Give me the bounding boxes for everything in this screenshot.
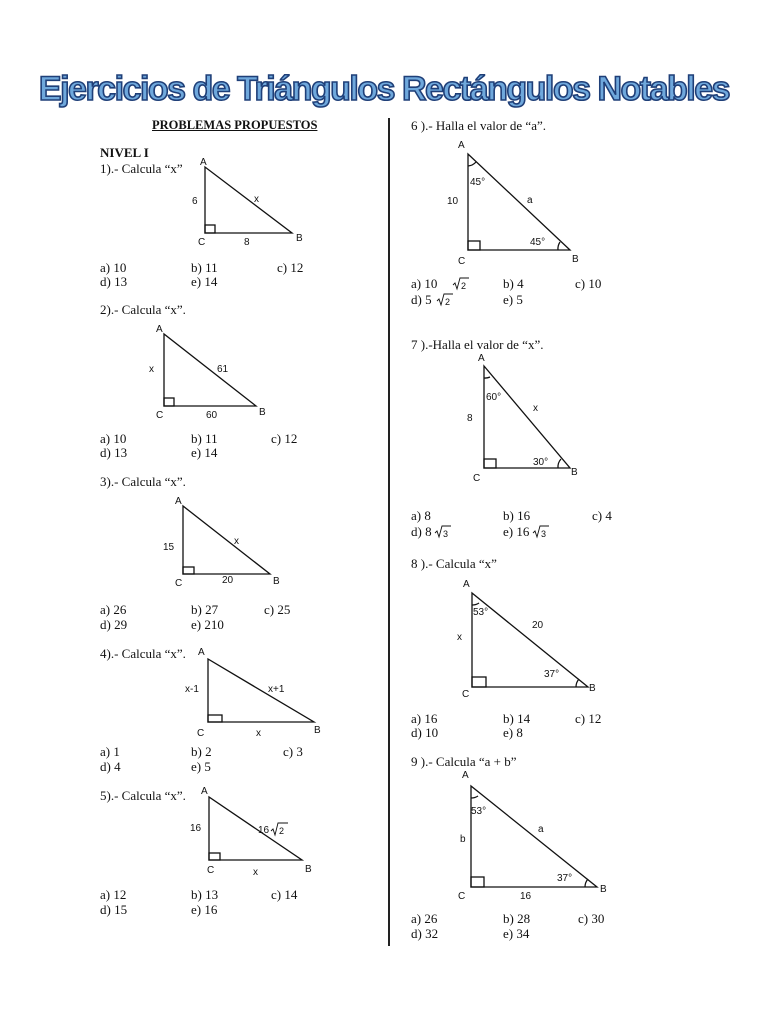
svg-text:B: B <box>589 683 596 694</box>
svg-text:C: C <box>175 578 183 589</box>
svg-text:x: x <box>149 364 154 375</box>
svg-text:37°: 37° <box>544 669 560 680</box>
svg-text:A: A <box>478 353 485 364</box>
problem-5-question: 5).- Calcula “x”. <box>100 788 186 803</box>
sqrt2-icon <box>436 292 454 307</box>
problem-7-option-e: e) 16 <box>503 524 530 539</box>
problem-2-question: 2).- Calcula “x”. <box>100 302 186 317</box>
problem-6-triangle <box>440 136 590 266</box>
problem-7-option-c: c) 4 <box>592 508 612 523</box>
svg-text:A: A <box>175 496 182 507</box>
section-header: PROBLEMAS PROPUESTOS <box>152 118 318 132</box>
problem-9-option-d: d) 32 <box>411 926 439 941</box>
svg-text:B: B <box>296 233 303 244</box>
problem-6-option-b: b) 4 <box>503 276 524 291</box>
problem-1-triangle <box>180 155 320 255</box>
problem-5-option-d: d) 15 <box>100 902 128 917</box>
svg-text:B: B <box>259 407 266 418</box>
problem-2-option-a: a) 10 <box>100 431 127 446</box>
problem-8-option-e: e) 8 <box>503 725 523 740</box>
svg-text:61: 61 <box>217 364 229 375</box>
svg-text:8: 8 <box>467 413 473 424</box>
problem-9-option-c: c) 30 <box>578 911 605 926</box>
problem-2-option-c: c) 12 <box>271 431 298 446</box>
svg-text:37°: 37° <box>557 873 573 884</box>
svg-text:x: x <box>457 632 462 643</box>
problem-6-option-a: a) 10 <box>411 276 438 291</box>
svg-text:x+1: x+1 <box>268 684 285 695</box>
problem-3-option-e: e) 210 <box>191 617 224 632</box>
problem-6-option-e: e) 5 <box>503 292 523 307</box>
problem-1-option-a: a) 10 <box>100 260 127 275</box>
svg-text:8: 8 <box>244 237 250 248</box>
problem-4-option-b: b) 2 <box>191 744 212 759</box>
svg-text:C: C <box>198 237 206 248</box>
svg-text:10: 10 <box>447 196 459 207</box>
problem-3-option-c: c) 25 <box>264 602 291 617</box>
title-text: Ejercicios de Triángulos Rectángulos Notables <box>38 70 730 108</box>
svg-text:45°: 45° <box>470 177 486 188</box>
problem-4-question: 4).- Calcula “x”. <box>100 646 186 661</box>
svg-text:x: x <box>533 403 538 414</box>
svg-text:A: A <box>200 157 207 168</box>
svg-text:x: x <box>234 536 239 547</box>
svg-text:16: 16 <box>258 825 270 836</box>
problem-6-question: 6 ).- Halla el valor de “a”. <box>411 118 546 133</box>
svg-text:C: C <box>458 891 466 902</box>
problem-4-triangle <box>180 645 330 745</box>
problem-6-option-d: d) 5 <box>411 292 432 307</box>
problem-2-triangle <box>140 320 280 420</box>
problem-3-option-d: d) 29 <box>100 617 128 632</box>
problem-8-triangle <box>448 575 608 705</box>
svg-text:x-1: x-1 <box>185 684 199 695</box>
problem-1-option-d: d) 13 <box>100 274 128 289</box>
problem-8-option-c: c) 12 <box>575 711 602 726</box>
svg-text:20: 20 <box>532 620 544 631</box>
problem-4-option-d: d) 4 <box>100 759 121 774</box>
svg-text:16: 16 <box>520 891 532 902</box>
problem-1-question: 1).- Calcula “x” <box>100 161 183 176</box>
problem-9-option-b: b) 28 <box>503 911 531 926</box>
svg-text:A: A <box>201 786 208 797</box>
svg-text:2: 2 <box>445 297 451 307</box>
sqrt3-icon <box>434 524 452 539</box>
problem-9-triangle <box>448 768 618 908</box>
problem-1-option-b: b) 11 <box>191 260 218 275</box>
problem-8-question: 8 ).- Calcula “x” <box>411 556 497 571</box>
problem-1-option-e: e) 14 <box>191 274 218 289</box>
svg-text:60: 60 <box>206 410 218 421</box>
svg-text:A: A <box>156 324 163 335</box>
problem-3-question: 3).- Calcula “x”. <box>100 474 186 489</box>
svg-text:C: C <box>156 410 164 421</box>
svg-text:B: B <box>314 725 321 736</box>
problem-1-option-c: c) 12 <box>277 260 304 275</box>
svg-text:53°: 53° <box>471 806 487 817</box>
svg-text:30°: 30° <box>533 457 549 468</box>
problem-4-option-e: e) 5 <box>191 759 211 774</box>
problem-3-triangle <box>160 492 300 592</box>
problem-5-vertex-c: C <box>207 865 215 876</box>
problem-8-option-d: d) 10 <box>411 725 439 740</box>
problem-7-triangle <box>460 350 590 490</box>
page-title <box>0 62 768 110</box>
svg-text:x: x <box>256 728 261 739</box>
svg-text:B: B <box>572 254 579 265</box>
level-label: NIVEL I <box>100 145 149 160</box>
problem-5-triangle <box>180 785 330 885</box>
problem-8-option-a: a) 16 <box>411 711 438 726</box>
problem-2-option-b: b) 11 <box>191 431 218 446</box>
problem-5-option-b: b) 13 <box>191 887 219 902</box>
svg-text:x: x <box>253 867 258 878</box>
problem-9-option-e: e) 34 <box>503 926 530 941</box>
svg-text:45°: 45° <box>530 237 546 248</box>
svg-text:x: x <box>254 194 259 205</box>
svg-text:6: 6 <box>192 196 198 207</box>
svg-text:2: 2 <box>461 281 467 291</box>
svg-text:B: B <box>571 467 578 478</box>
svg-text:16: 16 <box>190 823 202 834</box>
svg-text:a: a <box>527 195 533 206</box>
problem-3-option-a: a) 26 <box>100 602 127 617</box>
svg-text:b: b <box>460 834 466 845</box>
svg-text:A: A <box>463 579 470 590</box>
svg-text:3: 3 <box>541 529 547 539</box>
problem-6-option-c: c) 10 <box>575 276 602 291</box>
svg-text:a: a <box>538 824 544 835</box>
svg-text:53°: 53° <box>473 607 489 618</box>
svg-text:B: B <box>273 576 280 587</box>
title-wordart <box>38 62 730 110</box>
svg-text:A: A <box>462 770 469 781</box>
svg-text:A: A <box>458 140 465 151</box>
problem-4-option-c: c) 3 <box>283 744 303 759</box>
svg-text:20: 20 <box>222 575 234 586</box>
problem-8-option-b: b) 14 <box>503 711 531 726</box>
svg-text:60°: 60° <box>486 392 502 403</box>
svg-text:C: C <box>473 473 481 484</box>
svg-text:A: A <box>198 647 205 658</box>
problem-2-option-e: e) 14 <box>191 445 218 460</box>
problem-9-option-a: a) 26 <box>411 911 438 926</box>
svg-text:2: 2 <box>279 826 285 836</box>
problem-7-option-b: b) 16 <box>503 508 531 523</box>
svg-text:B: B <box>305 864 312 875</box>
problem-5-option-e: e) 16 <box>191 902 218 917</box>
svg-text:15: 15 <box>163 542 175 553</box>
problem-4-option-a: a) 1 <box>100 744 120 759</box>
problem-5-option-a: a) 12 <box>100 887 127 902</box>
problem-9-question: 9 ).- Calcula “a + b” <box>411 754 517 769</box>
sqrt3-icon <box>532 524 550 539</box>
sqrt2-icon <box>271 823 288 836</box>
svg-text:C: C <box>458 256 466 267</box>
svg-text:B: B <box>600 884 607 895</box>
problem-2-option-d: d) 13 <box>100 445 128 460</box>
svg-text:C: C <box>462 689 470 700</box>
problem-7-option-d: d) 8 <box>411 524 432 539</box>
svg-text:C: C <box>197 728 205 739</box>
sqrt2-icon <box>452 276 470 291</box>
problem-5-option-c: c) 14 <box>271 887 298 902</box>
column-divider <box>388 118 390 946</box>
problem-7-question: 7 ).-Halla el valor de “x”. <box>411 337 544 352</box>
problem-7-option-a: a) 8 <box>411 508 431 523</box>
svg-text:3: 3 <box>443 529 449 539</box>
problem-3-option-b: b) 27 <box>191 602 219 617</box>
